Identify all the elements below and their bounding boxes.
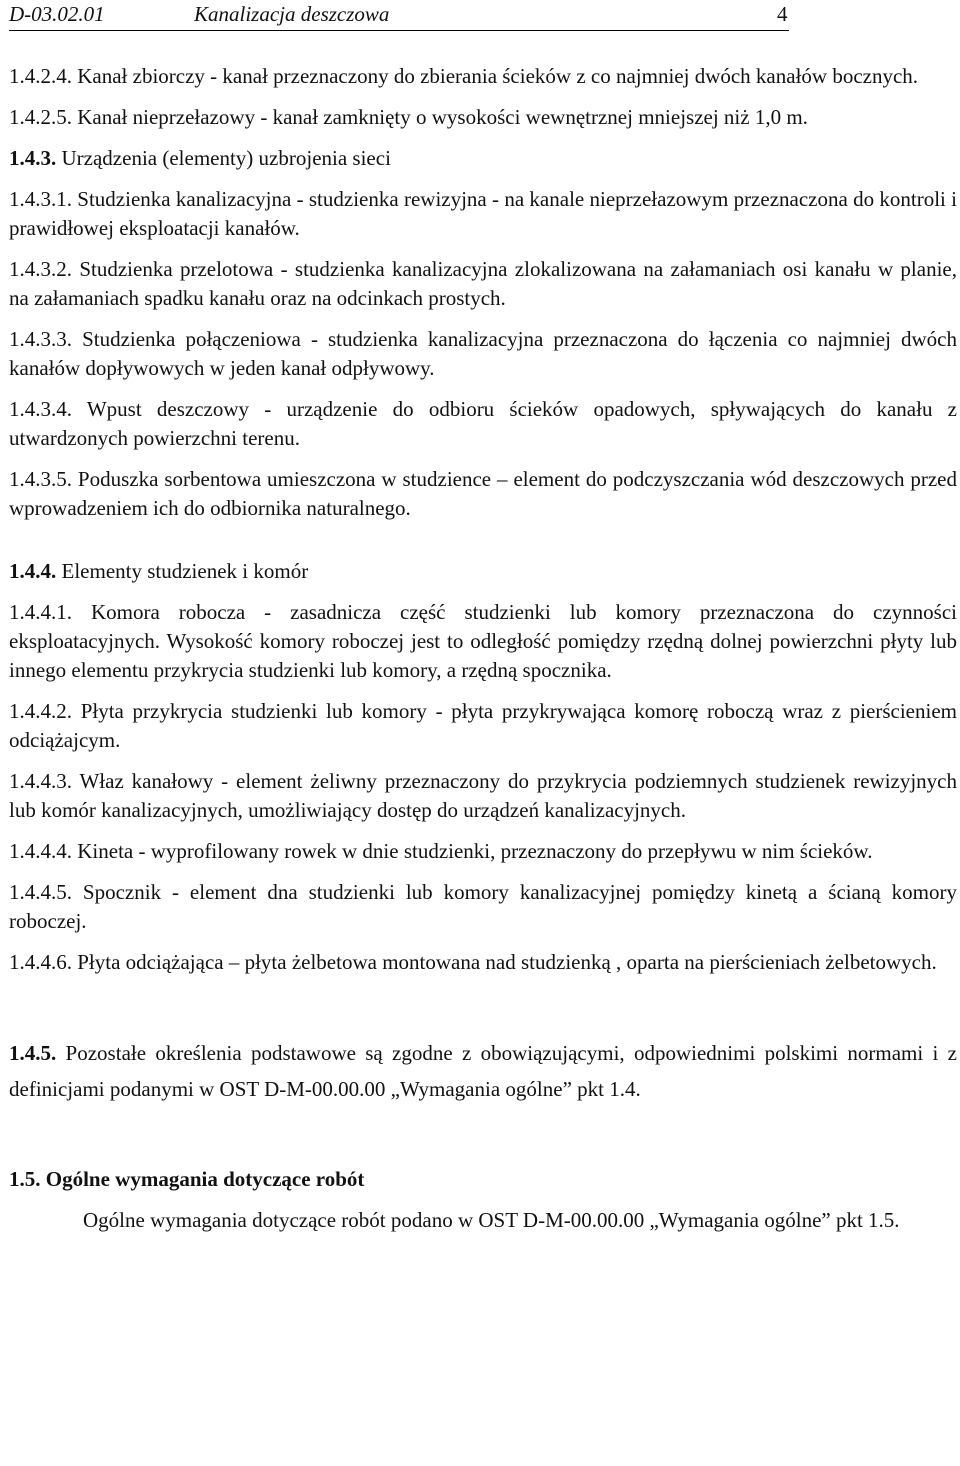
paragraph-1-4-2-4 [9,62,957,91]
item-text: Kanał zbiorczy - kanał przeznaczony do zbierania ścieków z co najmniej dwóch kanałów bocznych. [72,64,919,88]
document-body [9,62,957,1235]
item-number: 1.4.3.2. [9,257,72,281]
item-text: Właz kanałowy - element żeliwny przeznaczony do przykrycia podziemnych studzienek rewizyjnych lub komór kanalizacyjnych, umożliwiający dostęp do urządzeń kanalizacyjnych. [9,769,957,822]
item-number: 1.4.4.3. [9,769,72,793]
document-code: D-03.02.01 [9,2,105,26]
item-number: 1.4.3.3. [9,327,72,351]
item-text: Poduszka sorbentowa umieszczona w studzience – element do podczyszczania wód deszczowych przed wprowadzeniem ich do odbiornika naturalnego. [9,467,957,520]
item-text: Studzienka przelotowa - studzienka kanalizacyjna zlokalizowana na załamaniach osi kanału w planie, na załamaniach spadku kanału oraz na odcinkach prostych. [9,257,957,310]
paragraph-1-4-4-4 [9,837,957,866]
item-number: 1.4.4.2. [9,699,72,723]
paragraph-1-4-4-6 [9,948,957,977]
paragraph-1-4-4-2 [9,697,957,755]
item-text: Studzienka połączeniowa - studzienka kanalizacyjna przeznaczona do łączenia co najmniej dwóch kanałów dopływowych w jeden kanał odpływowy. [9,327,957,380]
paragraph-1-4-2-5 [9,103,957,132]
item-number: 1.4.3.5. [9,467,72,491]
item-text: Studzienka kanalizacyjna - studzienka rewizyjna - na kanale nieprzełazowym przeznaczona do kontroli i prawidłowej eksploatacji kanałów. [9,187,957,240]
heading-number: 1.4.3. [9,146,57,170]
paragraph-1-4-5 [9,1035,957,1107]
item-text: Płyta przykrycia studzienki lub komory - płyta przykrywająca komorę roboczą wraz z pierścieniem odciążajcym. [9,699,957,752]
paragraph-1-4-4-5 [9,878,957,936]
paragraph-1-5 [9,1206,957,1235]
paragraph-1-4-3-4 [9,395,957,453]
item-number: 1.4.4.1. [9,600,72,624]
page-number: 4 [777,2,788,26]
heading-number: 1.4.4. [9,559,57,583]
page-header [9,0,789,31]
item-number: 1.4.3.1. [9,187,72,211]
item-text: Ogólne wymagania dotyczące robót podano w OST D-M-00.00.00 „Wymagania ogólne” pkt 1.5. [83,1208,900,1232]
item-number: 1.4.3.4. [9,397,72,421]
item-text: Pozostałe określenia podstawowe są zgodne z obowiązującymi, odpowiednimi polskimi normami i z definicjami podanymi w OST D-M-00.00.00 „Wymagania ogólne” pkt 1.4. [9,1041,957,1101]
heading-number: 1.5. [9,1167,41,1191]
heading-text: Urządzenia (elementy) uzbrojenia sieci [56,146,391,170]
paragraph-1-4-4-1 [9,598,957,685]
item-number: 1.4.5. [9,1041,57,1065]
item-number: 1.4.4.4. [9,839,72,863]
paragraph-1-4-3-5 [9,465,957,523]
paragraph-1-4-3-3 [9,325,957,383]
item-text: Kineta - wyprofilowany rowek w dnie studzienki, przeznaczony do przepływu w nim ścieków. [72,839,873,863]
paragraph-1-4-4-3 [9,767,957,825]
item-text: Kanał nieprzełazowy - kanał zamknięty o wysokości wewnętrznej mniejszej niż 1,0 m. [72,105,808,129]
paragraph-1-4-3-2 [9,255,957,313]
item-number: 1.4.4.6. [9,950,72,974]
item-text: Komora robocza - zasadnicza część studzienki lub komory przeznaczona do czynności eksploatacyjnych. Wysokość komory roboczej jest to odległość pomiędzy rzędną dolnej powierzchni płyty lub innego elementu przykrycia studzienki lub komory, a rzędną spocznika. [9,600,957,682]
item-text: Spocznik - element dna studzienki lub komory kanalizacyjnej pomiędzy kinetą a ścianą komory roboczej. [9,880,957,933]
item-text: Płyta odciążająca – płyta żelbetowa montowana nad studzienką , oparta na pierścieniach żelbetowych. [72,950,937,974]
item-text: Wpust deszczowy - urządzenie do odbioru ścieków opadowych, spływających do kanału z utwardzonych powierzchni terenu. [9,397,957,450]
item-number: 1.4.2.4. [9,64,72,88]
item-number: 1.4.2.5. [9,105,72,129]
paragraph-1-4-3-1 [9,185,957,243]
heading-1-4-4 [9,557,957,586]
heading-1-5 [9,1165,957,1194]
item-number: 1.4.4.5. [9,880,72,904]
heading-1-4-3 [9,144,957,173]
heading-text: Ogólne wymagania dotyczące robót [40,1167,365,1191]
document-title: Kanalizacja deszczowa [194,2,390,26]
heading-text: Elementy studzienek i komór [56,559,309,583]
